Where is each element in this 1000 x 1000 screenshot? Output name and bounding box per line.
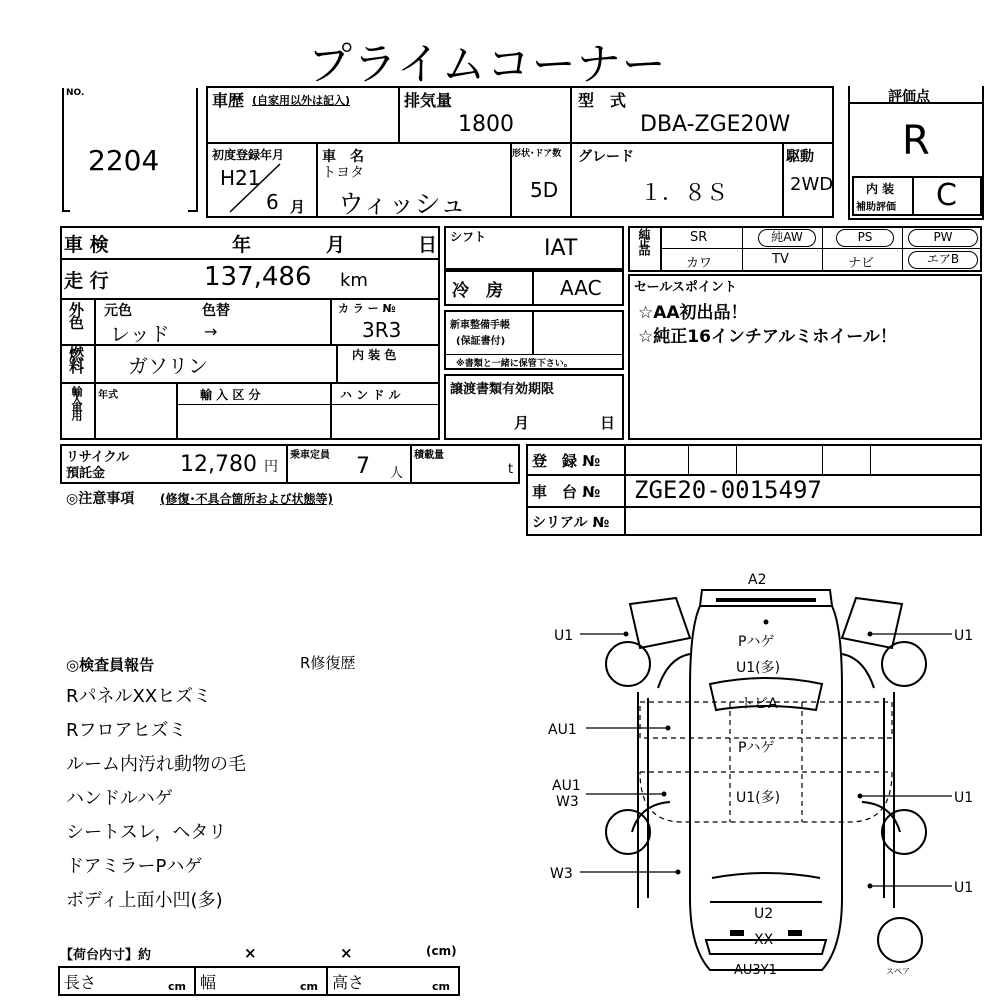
manual-note: ※書類と一緒に保管下さい。 (456, 359, 573, 369)
import-type-label: 輸 入 区 分 (200, 388, 261, 402)
caution-note: (修復･不具合箇所および状態等) (160, 492, 333, 506)
cargo-width-cm: cm (300, 980, 318, 993)
mileage-unit: km (340, 270, 368, 291)
diag-p-hage-roof: Pハゲ (738, 740, 775, 756)
equip-pw: PW (908, 229, 978, 247)
first-reg-label: 初度登録年月 (212, 148, 285, 162)
docs-month: 月 (514, 414, 530, 432)
mileage-label: 走 行 (64, 270, 109, 292)
import-col-1 (176, 382, 178, 440)
inspection-year-label: 年 (232, 234, 252, 256)
page-title: プライムコーナー (308, 39, 667, 90)
recycle-label-2: 預託金 (66, 466, 106, 481)
cargo-box (58, 966, 460, 996)
diag-spare: スペア (886, 967, 910, 976)
sales-point-2: ☆純正16インチアルミホイール！ (638, 327, 897, 347)
lot-bracket-foot (62, 210, 70, 212)
diag-au1-left-2: AU1 (552, 778, 581, 794)
report-line-5: シートスレ，ヘタリ (66, 822, 227, 843)
equip-navi: ナビ (848, 256, 875, 271)
interior-label-2: 補助評価 (856, 202, 896, 213)
report-line-6: ドアミラーPハゲ (66, 856, 203, 877)
manual-col (532, 310, 534, 354)
manual-label-2: (保証書付) (456, 336, 506, 347)
month-unit: 月 (290, 198, 306, 216)
car-damage-diagram (540, 568, 990, 984)
cargo-width-label: 幅 (200, 973, 217, 992)
diag-u1-rear-right: U1 (954, 880, 974, 896)
eq-col-3 (902, 226, 903, 272)
cargo-height-cm: cm (432, 980, 450, 993)
history-note: (自家用以外は記入) (252, 94, 351, 107)
yen-unit: 円 (264, 459, 278, 475)
maker-value: トヨタ (322, 165, 364, 181)
equipment-label-col (660, 226, 662, 272)
drive-value: 2WD (790, 174, 834, 195)
history-label: 車歴 (212, 91, 245, 110)
diag-tobi-a: トビA (740, 696, 778, 712)
cargo-col-2 (326, 966, 328, 996)
reg-cell-4 (870, 444, 871, 474)
diag-au3y1: AU3Y1 (734, 963, 777, 978)
capacity-value: 7 (356, 454, 370, 479)
chassis-value: ZGE20-0015497 (634, 476, 822, 504)
diag-a2: A2 (748, 572, 767, 588)
side-col-line (94, 298, 96, 440)
eq-col-1 (742, 226, 743, 272)
lot-bracket-right (196, 88, 198, 212)
score-box-bottom (848, 218, 984, 220)
exterior-label: 外色 (67, 302, 85, 328)
shape-label: 形状･ドア数 (512, 149, 562, 159)
row-line-4b (176, 404, 440, 405)
header-col-e (570, 142, 572, 218)
caution-label: ◎注意事項 (66, 491, 135, 507)
cargo-times-1: × (244, 944, 257, 962)
mileage-value: 137,486 (204, 262, 312, 292)
color-no-value: 3R3 (362, 318, 402, 342)
report-line-7: ボディ上面小凹(多) (66, 890, 223, 911)
manual-note-line (444, 354, 624, 355)
equipment-row-line (660, 248, 982, 249)
docs-label: 譲渡書類有効期限 (450, 382, 555, 397)
chassis-label: 車 台 № (532, 483, 601, 501)
interior-label-1: 内 装 (866, 182, 895, 196)
diag-u1-many-roof: U1(多) (736, 790, 781, 806)
lot-bracket-left (62, 88, 64, 212)
lot-number: 2204 (88, 144, 160, 177)
ton-unit: t (508, 462, 514, 477)
equip-alloy-wheel: 純AW (758, 229, 816, 247)
sales-label: セールスポイント (634, 280, 737, 295)
diag-u1-front-right: U1 (954, 628, 974, 644)
color-no-label: カ ラ ー № (338, 302, 396, 315)
diag-u1-mid-right: U1 (954, 790, 974, 806)
no-label: NO. (66, 88, 85, 98)
interior-color-col (336, 344, 338, 382)
reg-cell-2 (736, 444, 737, 474)
color-value: レッド (110, 322, 170, 346)
diag-p-hage-hood: Pハゲ (738, 634, 775, 650)
inspection-day-label: 日 (418, 234, 438, 256)
reg-cell-3 (822, 444, 823, 474)
equip-leather: カワ (686, 256, 713, 271)
model-value: DBA-ZGE20W (640, 112, 791, 137)
reg-line-2 (526, 506, 982, 508)
reg-cell-1 (688, 444, 689, 474)
header-col-c (316, 142, 318, 218)
diag-u2: U2 (754, 906, 774, 922)
header-col-f (782, 142, 784, 218)
ac-col (532, 270, 534, 306)
fuel-label: 燃料 (67, 346, 85, 372)
inspection-label: 車 検 (64, 234, 109, 256)
fuel-value: ガソリン (128, 354, 208, 378)
interior-score-value: C (936, 178, 957, 213)
cargo-title: 【荷台内寸】約 (60, 948, 152, 963)
cargo-unit: (cm) (426, 944, 457, 958)
orig-color-label: 元色 (104, 303, 132, 319)
diag-w3-rear-left: W3 (550, 866, 573, 882)
repaint-label: 色替 (202, 303, 230, 319)
diag-xx: XX (754, 932, 774, 948)
reg-label: 登 録 № (532, 452, 601, 470)
header-col-a (398, 86, 400, 142)
score-box-right (982, 86, 984, 218)
grade-label: グレード (578, 149, 634, 165)
report-title: ◎検査員報告 (66, 656, 155, 674)
serial-label: シリアル № (532, 515, 610, 531)
diag-u1-many-hood: U1(多) (736, 660, 781, 676)
shift-value: IAT (544, 236, 578, 261)
report-line-3: ルーム内汚れ動物の毛 (66, 754, 246, 775)
ac-value: AAC (560, 276, 602, 300)
recycle-label-1: リサイクル (66, 450, 130, 465)
recycle-amount: 12,780 (180, 452, 257, 477)
report-line-2: Rフロアヒズミ (66, 720, 187, 741)
inspection-month-label: 月 (326, 234, 346, 256)
diag-w3-left: W3 (556, 794, 579, 810)
header-col-b (570, 86, 572, 142)
equipment-label: 純正品 (637, 228, 651, 252)
equip-sr: SR (690, 230, 708, 245)
score-box-left (848, 86, 850, 218)
ac-label: 冷 房 (452, 281, 503, 301)
row-line-1 (60, 258, 440, 260)
diag-au1-left: AU1 (548, 722, 577, 738)
header-row-divider (206, 142, 834, 144)
cargo-height-label: 高さ (332, 973, 365, 992)
equip-tv: TV (772, 252, 789, 267)
diag-u1-front-left: U1 (554, 628, 574, 644)
displacement-value: 1800 (458, 112, 514, 137)
manual-label-1: 新車整備手帳 (450, 320, 510, 331)
cargo-length-cm: cm (168, 980, 186, 993)
cargo-times-2: × (340, 944, 353, 962)
color-no-col (330, 298, 332, 344)
row-line-4 (60, 382, 440, 384)
handle-label: ハ ン ド ル (340, 388, 401, 402)
first-reg-month: 6 (266, 190, 279, 214)
model-label: 型 式 (578, 91, 627, 110)
lot-bracket-foot-r (188, 210, 196, 212)
equip-ps: PS (836, 229, 894, 247)
reg-label-col (624, 444, 626, 536)
drive-label: 駆動 (786, 149, 814, 165)
grade-value: １．８Ｓ (640, 181, 729, 206)
sales-point-1: ☆AA初出品！ (638, 303, 748, 323)
cargo-col-1 (194, 966, 196, 996)
capacity-label: 乗車定員 (290, 450, 330, 461)
import-col-2 (330, 382, 332, 440)
first-reg-year: H21 (220, 166, 261, 190)
recycle-col-1 (286, 444, 288, 484)
docs-day: 日 (600, 414, 616, 432)
import-label: 輸入車用 (70, 386, 83, 418)
report-line-4: ハンドルハゲ (66, 788, 173, 809)
score-label: 評価点 (888, 89, 930, 105)
doors-value: 5D (530, 178, 559, 202)
name-label: 車 名 (322, 149, 364, 165)
report-line-1: RパネルXXヒズミ (66, 686, 212, 707)
cargo-length-label: 長さ (64, 973, 97, 992)
import-year-label: 年式 (98, 390, 118, 401)
recycle-col-2 (410, 444, 412, 484)
person-unit: 人 (390, 466, 404, 481)
score-value: R (902, 118, 930, 164)
repaint-arrow: → (204, 322, 218, 341)
eq-col-2 (822, 226, 823, 272)
load-label: 積載量 (414, 450, 444, 461)
interior-color-label: 内 装 色 (352, 348, 397, 362)
shift-label: シフト (450, 230, 487, 244)
report-repair-note: R修復歴 (300, 654, 356, 672)
displacement-label: 排気量 (404, 91, 453, 110)
car-name-value: ウィッシュ (338, 190, 466, 220)
equip-airbag: エアB (908, 251, 978, 269)
